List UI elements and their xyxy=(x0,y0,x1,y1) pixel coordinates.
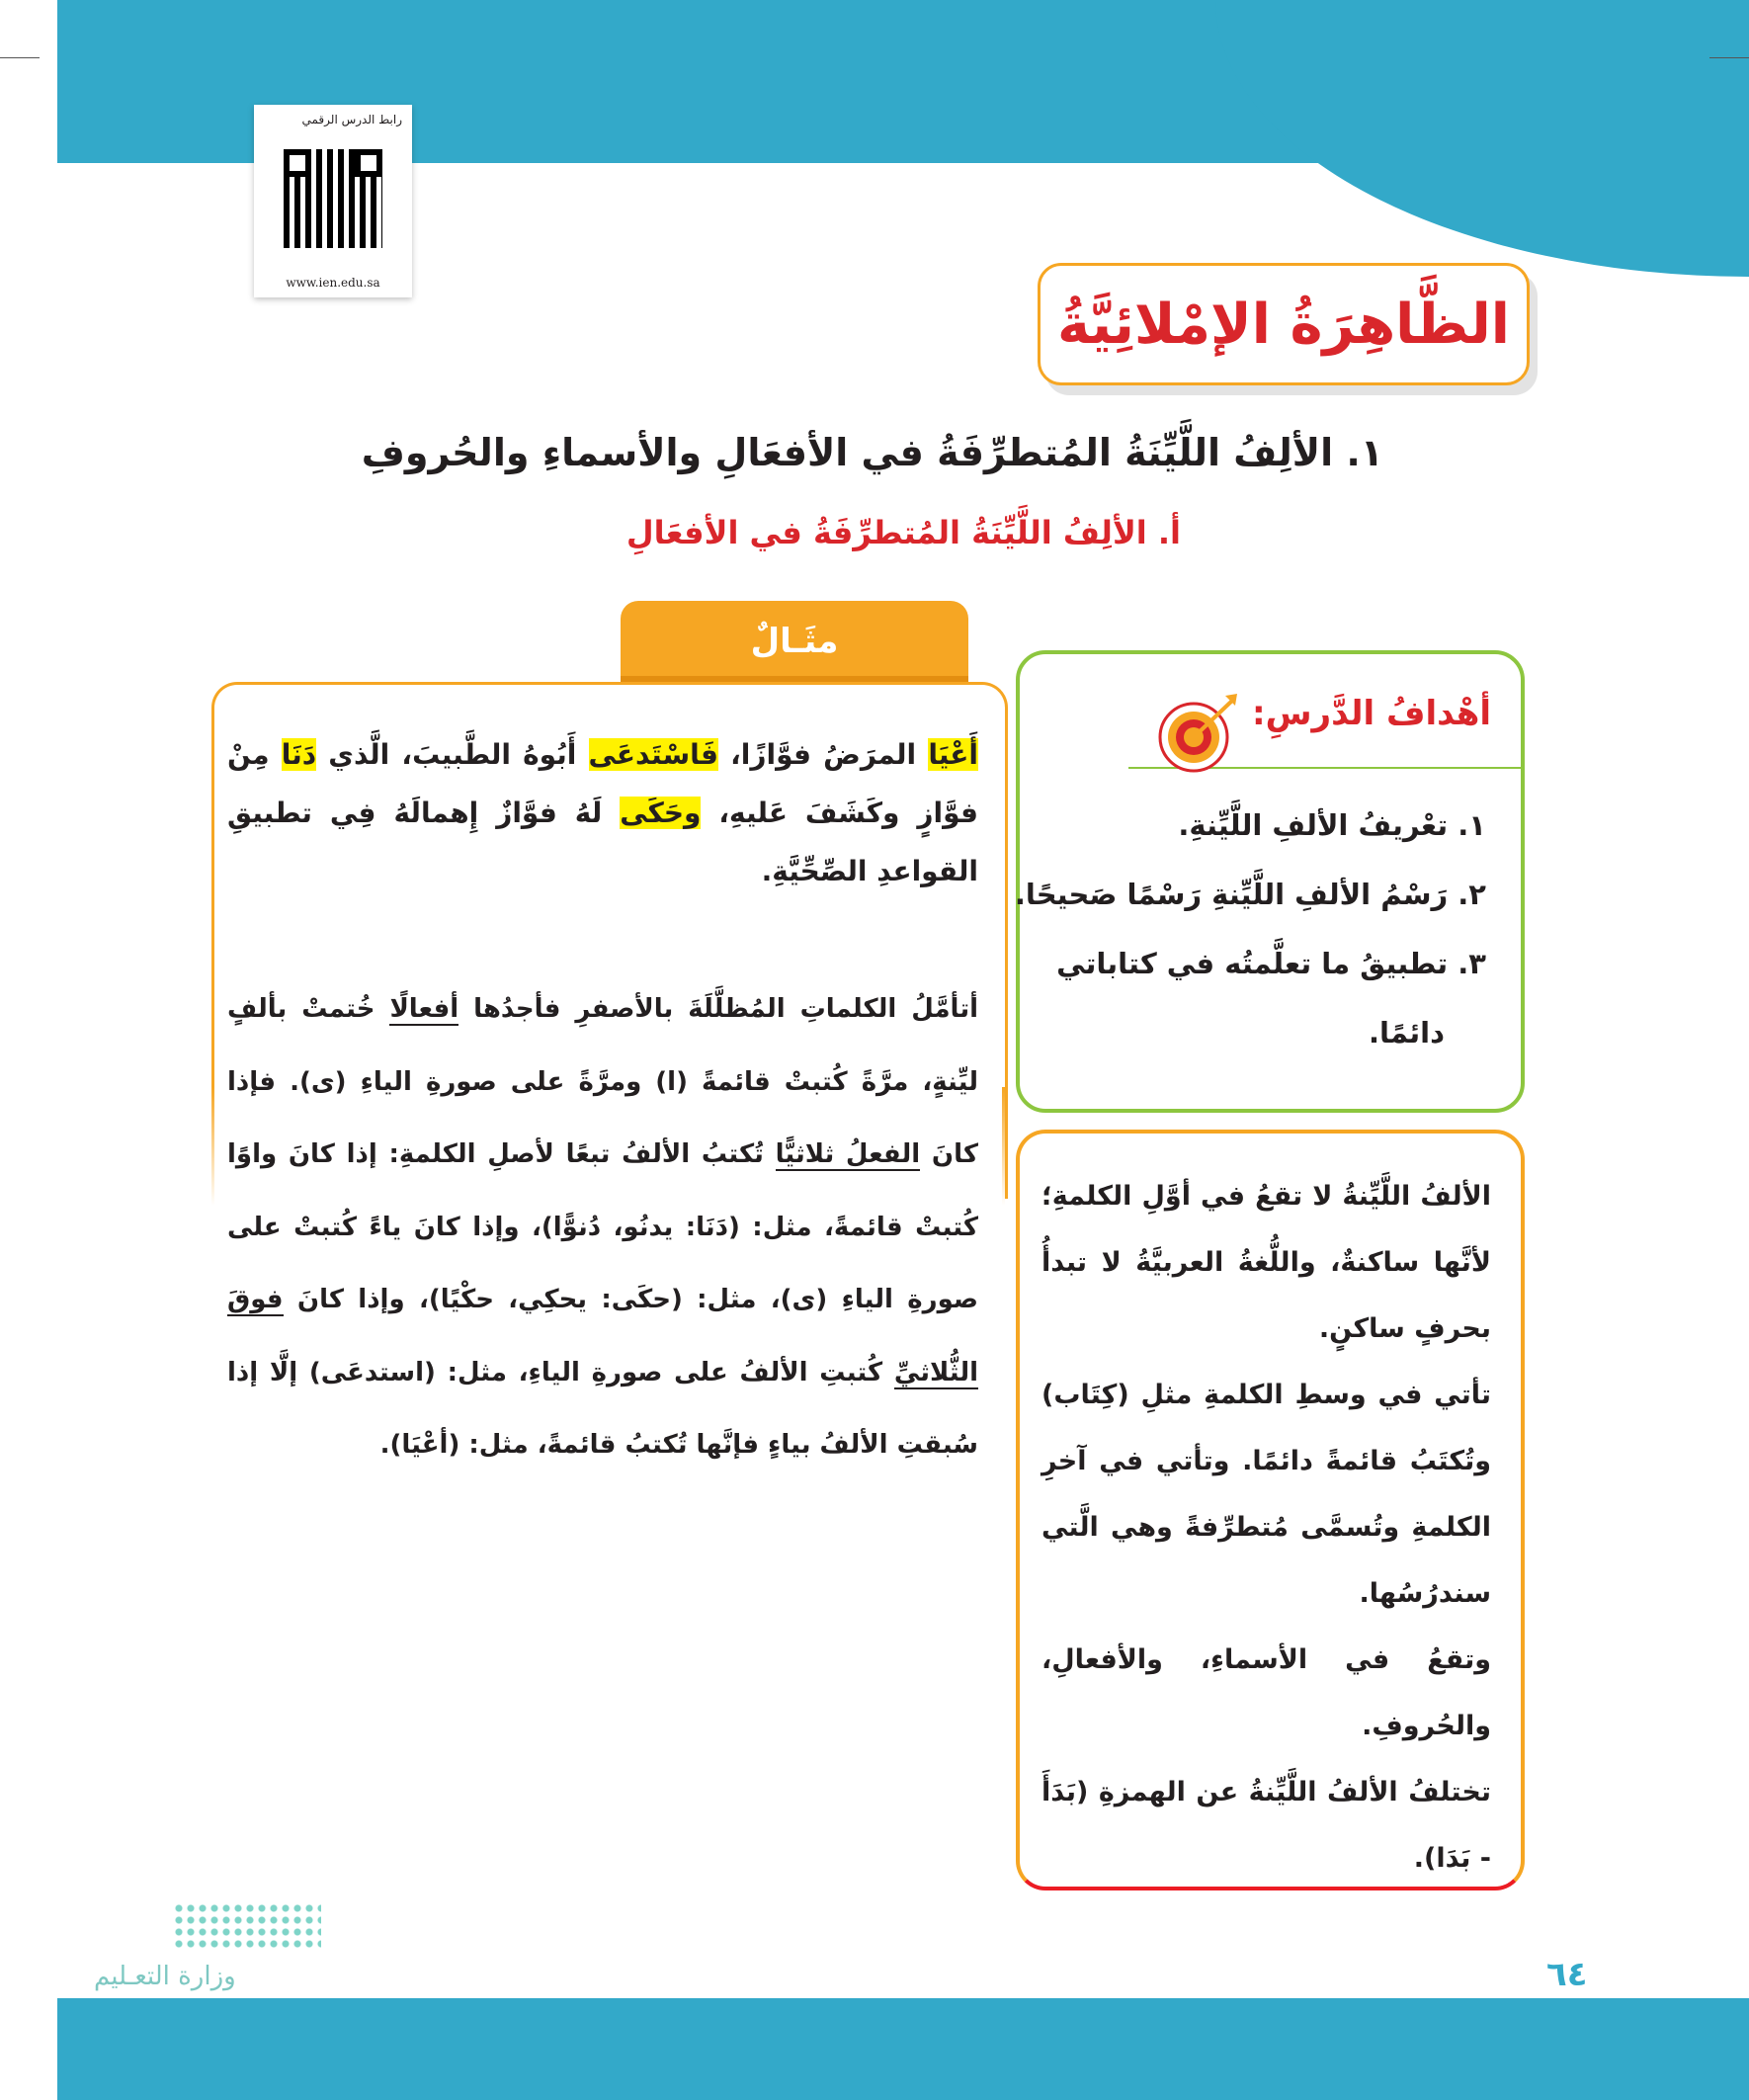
highlighted-word: أَعْيَا xyxy=(928,738,978,771)
page-number: ٦٤ xyxy=(1546,1955,1588,1994)
lesson-goals-box xyxy=(1016,650,1525,1113)
subsection-heading: أ. الألِفُ اللَّيِّنَةُ المُتطرِّفَةُ في الأفعَالِ xyxy=(625,514,1181,551)
highlighted-word: وحَكَى xyxy=(620,797,702,829)
note-paragraph: وتقعُ في الأسماءِ، والأفعالِ، والحُروفِ. xyxy=(1041,1644,1491,1741)
title-box xyxy=(1038,263,1530,385)
logo-dots-icon xyxy=(173,1902,321,1950)
underlined-term: فوقَ الثُّلاثيِّ xyxy=(227,1285,978,1387)
ministry-logo xyxy=(94,1902,331,2001)
note-paragraph: تختلفُ الألفُ اللَّيِّنةُ عن الهمزةِ (بَدَأَ - بَدَا). xyxy=(1041,1777,1491,1874)
bottom-banner xyxy=(57,1998,1749,2100)
ministry-name: وزارة التعـليم xyxy=(94,1962,236,1991)
qr-code-icon[interactable] xyxy=(284,149,382,248)
explanation-text: تُكتبُ الألفُ تبعًا لأصلِ الكلمةِ: إذا كانَ واوًا كُتبتْ قائمةً، مثل: (دَنَا: يدنُو، دُنوًّا)، وإذا كانَ ياءً كُتبتْ على صورةِ الياءِ (ى)، مثل: (حكَى: يحكِي، حكْيًا)، وإذا كانَ xyxy=(227,1139,978,1314)
example-text: أَبُوهُ الطَّبيبَ، الَّذي xyxy=(316,738,589,771)
box-edge xyxy=(1002,1087,1005,1206)
qr-url[interactable]: www.ien.edu.sa xyxy=(286,276,380,290)
goals-heading: أهْدافُ الدَّرسِ: xyxy=(1251,694,1491,733)
example-tab xyxy=(621,601,968,682)
explanation-text: خُتمتْ بألفٍ ليِّنةٍ، مرَّةً كُتبتْ قائمةً (ا) ومرَّةً على صورةِ الياءِ (ى). فإذا كانَ xyxy=(227,994,978,1169)
goals-list xyxy=(1014,791,1486,1067)
crop-mark xyxy=(1709,57,1749,58)
note-paragraph: الألفُ اللَّيِّنةُ لا تقعُ في أوَّلِ الكلمةِ؛ لأنَّها ساكنةٌ، واللُّغةُ العربيَّةُ لا تبدأُ بحرفٍ ساكنٍ. xyxy=(1041,1181,1491,1344)
highlighted-word: دَنَا xyxy=(281,738,317,771)
highlighted-word: فَاسْتَدعَى xyxy=(588,738,718,771)
underlined-term: أفعالًا xyxy=(389,994,459,1024)
goal-item: ٣. تطبيقُ ما تعلَّمتُه في كتاباتي xyxy=(1056,947,1486,980)
qr-label: رابط الدرس الرقمي xyxy=(301,113,402,126)
page-title: الظَّاهِرَةُ الإمْلائِيَّةُ xyxy=(1057,292,1510,357)
crop-mark xyxy=(0,57,40,58)
explanation-paragraph xyxy=(227,973,978,1482)
section-heading: ١. الألِفُ اللَّيِّنَةُ المُتطرِّفَةُ في الأفعَالِ والأسماءِ والحُروفِ xyxy=(361,431,1383,474)
example-text: المرَضُ فوَّازًا، xyxy=(717,738,929,771)
box-edge xyxy=(211,1087,214,1206)
explanation-text: كُتبتِ الألفُ على صورةِ الياءِ، مثل: (استدعَى) إلَّا إذا سُبقتِ الألفُ بياءٍ فإنَّها تُكتبُ قائمةً، مثل: (أعْيَا). xyxy=(227,1357,978,1460)
goal-item: ٢. رَسْمُ الألفِ اللَّيِّنةِ رَسْمًا صَحيحًا. xyxy=(1014,878,1486,911)
example-text: مِنْ فوَّازٍ وكَشَفَ عَليهِ، xyxy=(227,738,978,829)
goal-item: دائمًا. xyxy=(1368,1016,1445,1050)
goal-item: ١. تعْريفُ الألفِ اللَّيِّنةِ. xyxy=(1178,808,1486,842)
qr-card[interactable] xyxy=(254,105,412,297)
explanation-text: أتأمَّلُ الكلماتِ المُظلَّلَةَ بالأصفرِ فأجدُها xyxy=(458,994,978,1024)
note-paragraph: تأتي في وسطِ الكلمةِ مثلِ (كِتَاب) وتُكتَبُ قائمةً دائمًا. وتأتي في آخرِ الكلمةِ وتُسمَّى مُتطرِّفةً وهي الَّتي سندرُسُها. xyxy=(1041,1380,1491,1609)
notes-text xyxy=(1041,1163,1491,1891)
example-tab-label: مثَـالٌ xyxy=(750,622,839,661)
target-icon xyxy=(1156,692,1239,775)
example-paragraph xyxy=(227,725,978,900)
underlined-term: الفعلُ ثلاثيًّا xyxy=(775,1139,921,1169)
notes-box xyxy=(1016,1130,1525,1890)
example-text: لَهُ فوَّازٌ إِهمالَهُ فِي تطبيقِ القواعدِ الصِّحِّيَّةِ. xyxy=(227,797,978,887)
